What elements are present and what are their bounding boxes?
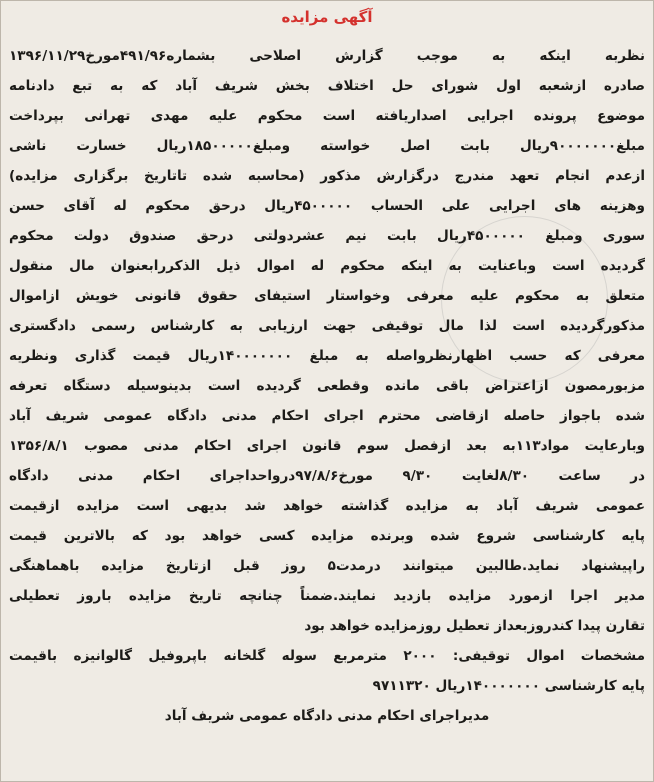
notice-line: راپیشنهاد نماید.طالبین میتوانند درمدت۵ روز قبل ازتاریخ مزایده باهماهنگی [9,558,645,574]
notice-line: تقارن پیدا کندروزبعداز تعطیل روزمزایده خواهد بود [304,618,645,634]
notice-title: آگهی مزایده [281,8,373,26]
notice-line: عمومی شریف آباد به مزایده گذاشته خواهد شد بدیهی است مزایده ازقیمت [9,498,645,514]
notice-line: صادره ازشعبه اول شورای حل اختلاف بخش شریف آباد که به تبع دادنامه [9,78,645,94]
notice-line: در ساعت ۸/۳۰لغایت ۹/۳۰ مورخ۹۷/۸/۶درواحداجرای احکام مدنی دادگاه [9,468,645,484]
notice-line: مبلغ۹۰۰۰۰۰۰۰ریال بابت اصل خواسته ومبلغ۱۸۵۰۰۰۰۰ریال خسارت ناشی [9,138,645,154]
notice-line: شده باجواز حاصله ازقاضی محترم اجرای احکام مدنی دادگاه عمومی شریف آباد [9,408,645,424]
notice-signature: مدیراجرای احکام مدنی دادگاه عمومی شریف آباد [164,708,490,724]
notice-body [9,41,645,731]
notice-line: پایه کارشناسی شروع شده وبرنده مزایده کسی خواهد بود که بالاترین قیمت [9,528,645,544]
notice-line: معرفی که حسب اظهارنظرواصله به مبلغ ۱۴۰۰۰۰۰۰۰ریال قیمت گذاری ونظریه [9,348,645,364]
notice-line: مزبورمصون ازاعتراض باقی مانده وقطعی گردیده است بدینوسیله دستگاه تعرفه [9,378,645,394]
notice-line: مذکورگردیده است لذا مال توقیفی جهت ارزیابی به کارشناس رسمی دادگستری [9,318,645,334]
notice-line: مشخصات اموال توقیفی: ۲۰۰۰ مترمربع سوله گلخانه باپروفیل گالوانیزه باقیمت [9,648,645,664]
notice-line: گردیده است وباعنایت به اینکه محکوم له اموال ذیل الذکررابعنوان مال منقول [9,258,645,274]
notice-line: نظربه اینکه به موجب گزارش اصلاحی بشماره۴۹۱/۹۶مورخ۱۳۹۶/۱۱/۲۹ [9,48,645,64]
notice-line: وهزینه های اجرایی علی الحساب ۴۵۰۰۰۰۰ریال درحق محکوم له آقای حسن [9,198,645,214]
notice-line: موضوع پرونده اجرایی اصداریافته است محکوم علیه مهدی تهرانی بپرداخت [9,108,645,124]
notice-line: سوری ومبلغ ۴۵۰۰۰۰۰ریال بابت نیم عشردولتی درحق صندوق دولت محکوم [9,228,645,244]
notice-line: وبارعایت مواد۱۱۳به بعد ازفصل سوم قانون اجرای احکام مدنی مصوب ۱۳۵۶/۸/۱ [9,438,645,454]
notice-line: ازعدم انجام تعهد مندرج درگزارش مذکور (محاسبه شده تاتاریخ برگزاری مزایده) [9,168,645,184]
notice-line: مدیر اجرا ازمورد مزایده بازدید نمایند.ضمناً چنانچه تاریخ مزایده باروز تعطیلی [9,588,645,604]
notice-line: پایه کارشناسی ۱۴۰۰۰۰۰۰۰ریال ۹۷۱۱۳۲۰ [372,678,645,694]
notice-line: متعلق به محکوم علیه معرفی وخواستار استیفای حقوق قانونی خویش ازاموال [9,288,645,304]
